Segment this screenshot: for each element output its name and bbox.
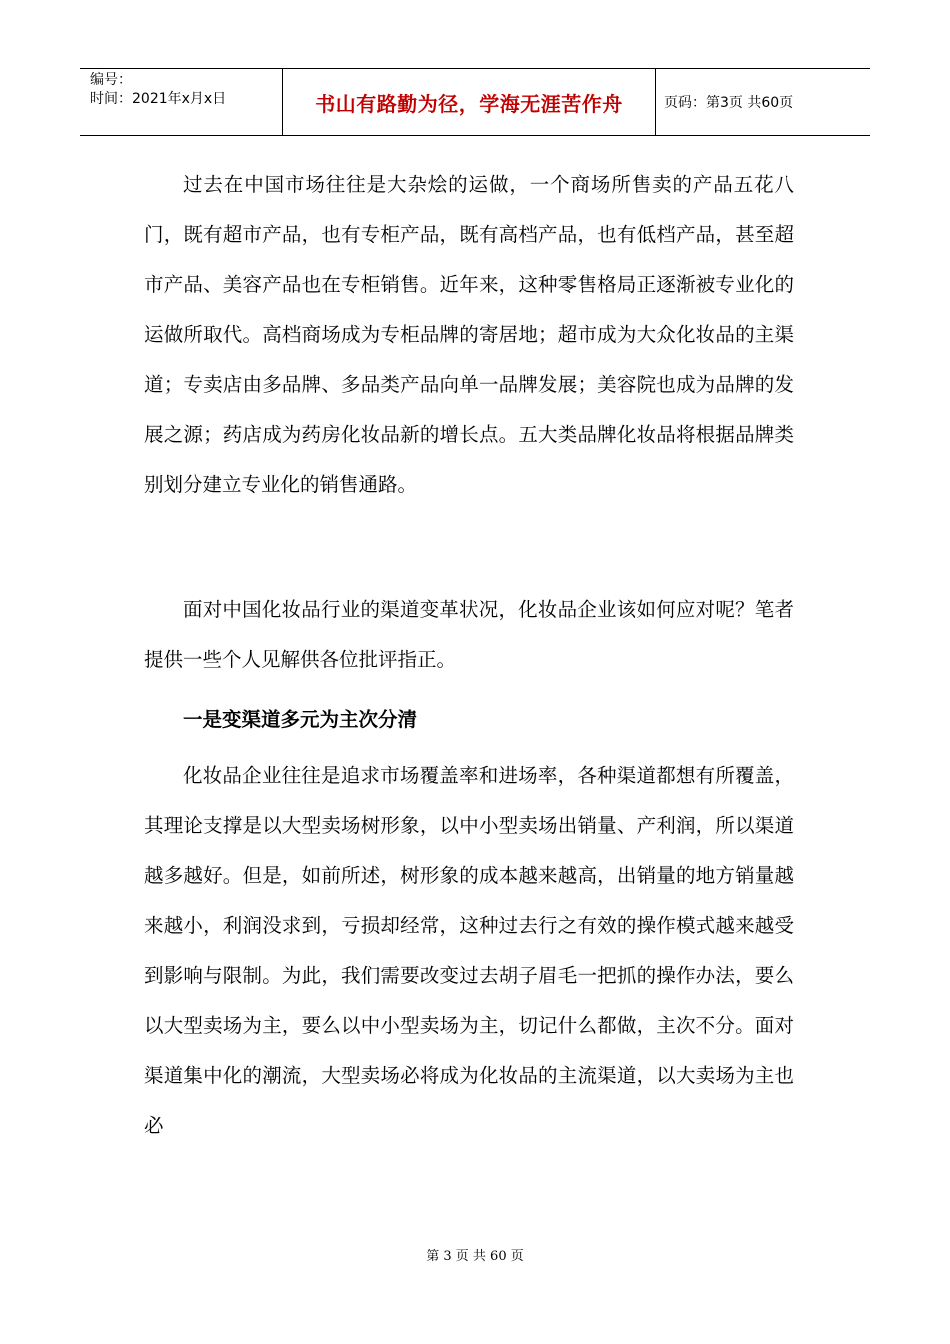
section-heading: 一是变渠道多元为主次分清 <box>183 708 418 731</box>
header-motto: 书山有路勤为径，学海无涯苦作舟 <box>283 69 656 135</box>
header-page-info: 页码：第3页 共60页 <box>664 95 794 111</box>
page-footer: 第 3 页 共 60 页 <box>426 1249 524 1264</box>
paragraph-spacer <box>144 510 794 585</box>
paragraph-1: 过去在中国市场往往是大杂烩的运做，一个商场所售卖的产品五花八门，既有超市产品，也有专柜产品，既有高档产品，也有低档产品，甚至超市产品、美容产品也在专柜销售。近年来，这种零售格局正逐渐被专业化的运做所取代。高档商场成为专柜品牌的寄居地；超市成为大众化妆品的主渠道；专卖店由多品牌、多品类产品向单一品牌发展；美容院也成为品牌的发展之源；药店成为药房化妆品新的增长点。五大类品牌化妆品将根据品牌类别划分建立专业化的销售通路。 <box>144 173 794 496</box>
document-body <box>144 160 794 1151</box>
header-meta-cell <box>80 69 283 135</box>
header-time-label: 时间：2021年x月x日 <box>90 91 227 107</box>
header-number-label: 编号： <box>90 72 132 88</box>
paragraph-2: 面对中国化妆品行业的渠道变革状况，化妆品企业该如何应对呢？笔者提供一些个人见解供各位批评指正。 <box>144 598 794 671</box>
document-header <box>80 68 870 136</box>
paragraph-3: 化妆品企业往往是追求市场覆盖率和进场率，各种渠道都想有所覆盖，其理论支撑是以大型卖场树形象，以中小型卖场出销量、产利润，所以渠道越多越好。但是，如前所述，树形象的成本越来越高，出销量的地方销量越来越小，利润没求到，亏损却经常，这种过去行之有效的操作模式越来越受到影响与限制。为此，我们需要改变过去胡子眉毛一把抓的操作办法，要么以大型卖场为主，要么以中小型卖场为主，切记什么都做，主次不分。面对渠道集中化的潮流，大型卖场必将成为化妆品的主流渠道，以大卖场为主也必 <box>144 764 794 1137</box>
